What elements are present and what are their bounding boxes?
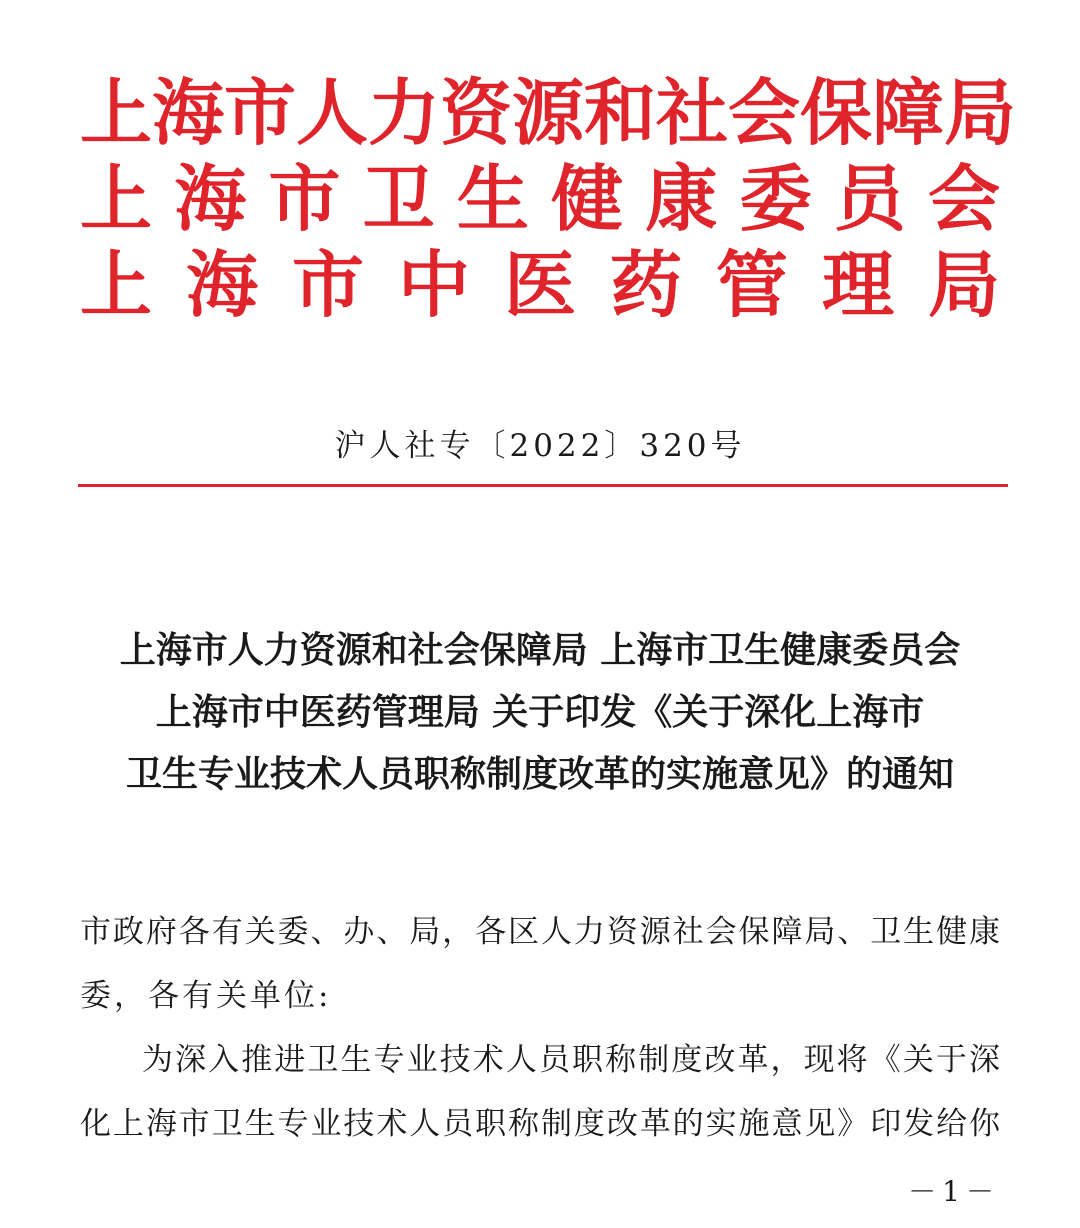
masthead-line-2: 上海市卫生健康委员会 <box>80 156 1000 241</box>
document-title <box>80 620 1000 806</box>
body-line-2: 委，各有关单位: <box>80 978 332 1014</box>
document-number: 沪人社专〔2022〕320号 <box>334 428 746 464</box>
title-line-3: 卫生专业技术人员职称制度改革的实施意见》的通知 <box>125 754 954 795</box>
body-line-4: 化上海市卫生专业技术人员职称制度改革的实施意见》印发给你 <box>80 1106 1000 1142</box>
page-number: －1－ <box>908 1175 1000 1208</box>
red-divider-line <box>78 484 1008 487</box>
title-line-1: 上海市人力资源和社会保障局 上海市卫生健康委员会 <box>119 630 961 671</box>
body-line-3: 为深入推进卫生专业技术人员职称制度改革，现将《关于深 <box>142 1042 1000 1078</box>
red-masthead <box>80 70 1017 328</box>
title-line-2: 上海市中医药管理局 关于印发《关于深化上海市 <box>155 692 925 733</box>
masthead-line-3: 上海市中医药管理局 <box>80 242 1000 327</box>
document-body <box>80 900 1000 1156</box>
body-line-1: 市政府各有关委、办、局，各区人力资源社会保障局、卫生健康 <box>80 914 1000 950</box>
masthead-line-1: 上海市人力资源和社会保障局 <box>80 70 1017 155</box>
